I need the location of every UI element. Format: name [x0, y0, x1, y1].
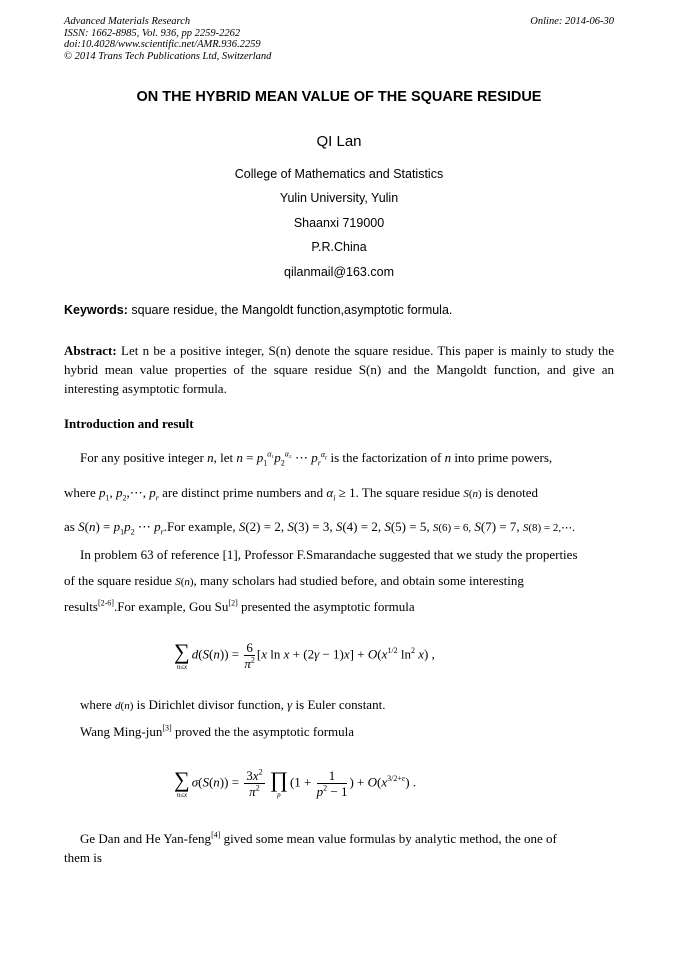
formula-sigma-mean-value: ∑ n≤x σ(S(n)) = $\frac{3x^2}{\pi^2}$ ∏ p (1 + $\frac{1}{p^2 - 1}$ ) + $O(x^{3/2+\varepsilon})$ . — [174, 766, 417, 799]
examples-formula: S(2) = 2, S(3) = 3, S(4) = 2, S(5) = 5, S(6) = 6, S(7) = 7, S(8) = 2,⋯. — [238, 519, 575, 534]
ge-line: Ge Dan and He Yan-feng[4] gived some mean value formulas by analytic method, the one of — [80, 830, 557, 846]
body-line-5: of the square residue S(n), many scholars had studied before, and obtain some interesting — [64, 573, 524, 588]
journal-name: Advanced Materials Research — [64, 16, 191, 27]
affiliation-college: College of Mathematics and Statistics — [234, 167, 444, 181]
body-line-2: where $p_1$, $p_2,\cdots$, $p_r$ are distinct prime numbers and $\alpha_i \ge 1$. The square residue S(n) is denoted — [64, 485, 538, 503]
online-date: Online: 2014-06-30 — [530, 16, 614, 27]
author-email: qilanmail@163.com — [284, 265, 394, 279]
section-heading: Introduction and result — [64, 416, 194, 431]
body-line-1: For any positive integer n, let $n = p_1^{\alpha_1}p_2^{\alpha_2}$ ⋯ $p_r^{\alpha_r}$ is the factorization of n into prime powers, — [80, 449, 553, 468]
wang-line: Wang Ming-jun[3] proved the the asymptotic formula — [80, 723, 355, 739]
issn: ISSN: 1662-8985, Vol. 936, pp 2259-2262 — [64, 27, 241, 39]
primes-list: $p_1$, $p_2,\cdots$, $p_r$ — [99, 485, 159, 503]
formula-divisor-mean-value: ∑ n≤x d(S(n)) = $\frac{6}{\pi^2}$ [x $\ln x + (2\gamma - 1)x] + O(x^{1/2}$ $\ln^2 x$) , — [174, 638, 435, 671]
keywords-label: Keywords: — [64, 303, 128, 317]
abstract — [64, 341, 614, 398]
paper-title: ON THE HYBRID MEAN VALUE OF THE SQUARE RESIDUE — [136, 89, 542, 105]
affiliation-province: Shaanxi 719000 — [293, 216, 385, 230]
copyright: © 2014 Trans Tech Publications Ltd, Switzerland — [64, 50, 272, 62]
body-line-4: In problem 63 of reference [1], Professor F.Smarandache suggested that we study the properties — [80, 547, 578, 562]
abstract-label: Abstract: — [64, 343, 117, 358]
affiliation-university: Yulin University, Yulin — [279, 191, 399, 205]
abstract-text: Let n be a positive integer, S(n) denote the square residue. This paper is mainly to study the hybrid mean value properties of the square residue S(n) and the Mangoldt function, and give an interesting asymptotic formula. — [64, 343, 614, 396]
factorization-formula: $n = p_1^{\alpha_1}p_2^{\alpha_2}$ ⋯ $p_r^{\alpha_r}$ — [236, 449, 328, 468]
body-line-3: as $S(n) = p_1p_2$ ⋯ $p_r.For$ example, S(2) = 2, S(3) = 3, S(4) = 2, S(5) = 5, S(6) = 6, S(7) = 7, S(8) = 2,⋯. — [64, 519, 575, 537]
keywords-text: square residue, the Mangoldt function,asymptotic formula. — [127, 303, 453, 317]
author: QI Lan — [316, 133, 362, 150]
affiliation-country: P.R.China — [311, 240, 367, 254]
body-line-6: results[2-6].For example, Gou Su[2] presented the asymptotic formula — [64, 598, 415, 614]
where-line: where d(n) is Dirichlet divisor function, γ is Euler constant. — [80, 697, 386, 712]
square-residue-definition: $S(n) = p_1p_2$ ⋯ $p_r$ — [78, 519, 164, 537]
ge-line-2: them is — [64, 850, 102, 865]
keywords — [64, 303, 614, 317]
doi: doi:10.4028/www.scientific.net/AMR.936.2259 — [64, 39, 261, 50]
journal-header — [64, 16, 271, 62]
